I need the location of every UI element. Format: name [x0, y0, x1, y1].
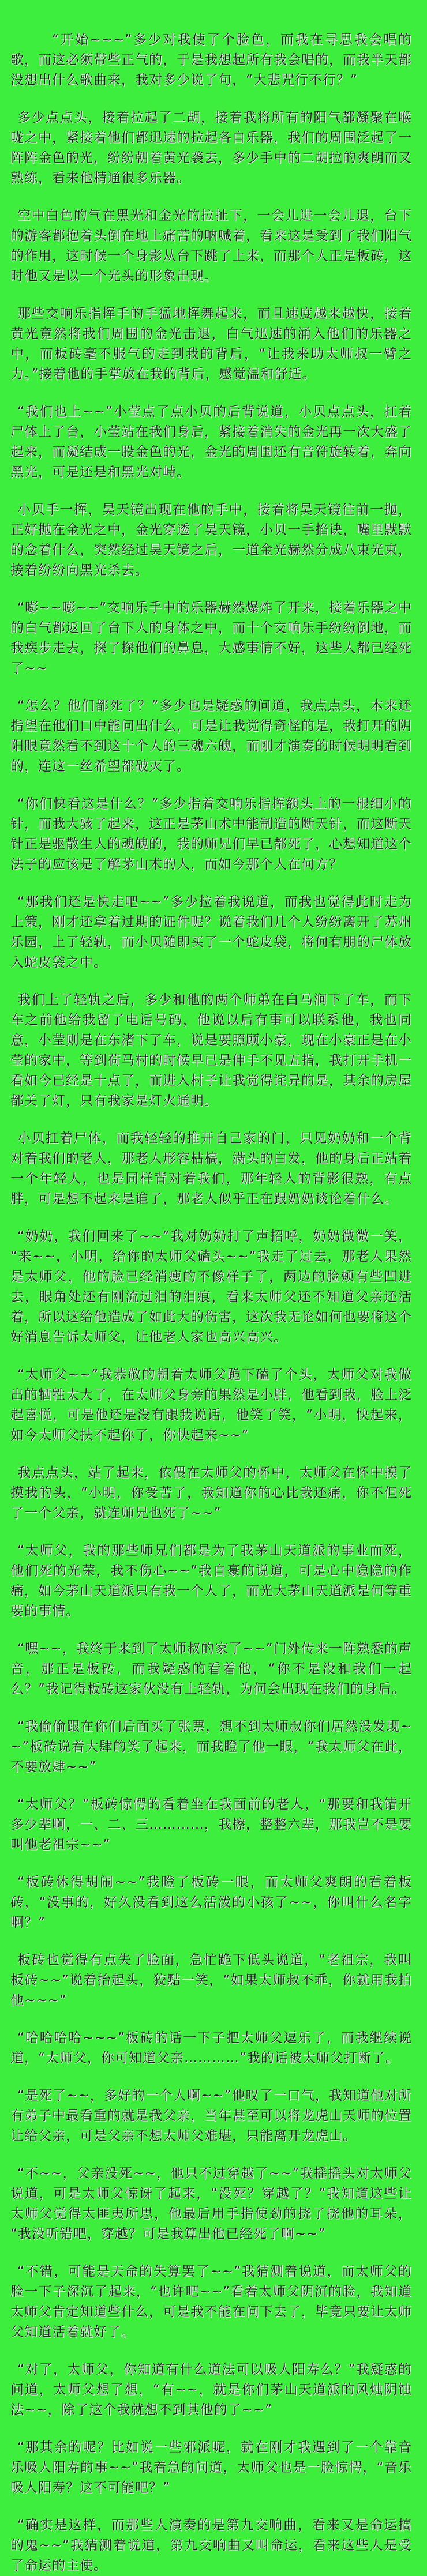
paragraph: “我们也上~~”小莹点了点小贝的后背说道，小贝点点头，扛着尸体上了台，小莹站在我们身后，紧接着消失的金光再一次大盛了起来，而凝结成一股金色的光，金光的周围还有音符旋转着，奔向黑光，可是还是和黑光对峙。 [10, 404, 412, 480]
novel-text [10, 30, 412, 2576]
paragraph: “你们快看这是什么？”多少指着交响乐指挥额头上的一根细小的针，而我大骇了起来，这正是茅山术中能制造的断天针，而这断天针正是驱散生人的魂魄的，我的师兄们早已都死了，心想知道这个法子的应该是了解茅山术的人，而如今那个人在何方？ [10, 796, 412, 872]
paragraph: “嘿~~，我终于来到了太师叔的家了~~”门外传来一阵熟悉的声音，那正是板砖，而我疑惑的看着他，“你不是没和我们一起么？”我记得板砖这家伙没有上轻轨，为何会出现在我们的身后。 [10, 1641, 412, 1697]
paragraph: “我偷偷跟在你们后面买了张票，想不到太师叔你们居然没发现~~”板砖说着大肆的笑了起来，而我瞪了他一眼，“我太师父在此，不要放肆~~” [10, 1719, 412, 1774]
paragraph: 多少点点头，接着拉起了二胡，接着我将所有的阳气都凝聚在喉咙之中，紧接着他们都迅速的拉起各自乐器，我们的周围泛起了一阵阵金色的光，纷纷朝着黄光袭去，多少手中的二胡拉的爽朗而又熟练，看来他精通很多乐器。 [10, 110, 412, 186]
paragraph: “不~~，父亲没死~~，他只不过穿越了~~”我摇摇头对太师父说道，可是太师父惊讶了起来，“没死？穿越了？”我知道这些让太师父觉得太匪夷所思，他最后用手指使劲的挠了挠他的耳朵，“我没听错吧，穿越？可是我算出他已经死了啊~~” [10, 2166, 412, 2242]
paragraph: “确实是这样，而那些人演奏的是第九交响曲，看来又是命运搞的鬼~~”我猜测着说道，第九交响曲又叫命运，看来这些人是受了命运的主使。 [10, 2518, 412, 2573]
paragraph: 小贝扛着尸体，而我轻轻的推开自己家的门，只见奶奶和一个背对着我们的老人，那老人形容枯槁，满头的白发，他的身后正站着一个年轻人，也是同样背对着我们，那年轻人的背影很熟，有点胖，可是想不起来是谁了，那老人似乎正在跟奶奶谈论着什么。 [10, 1131, 412, 1206]
paragraph: “奶奶，我们回来了~~”我对奶奶打了声招呼，奶奶微微一笑，“来~~，小明，给你的太师父磕头~~”我走了过去，那老人果然是太师父，他的脸已经消瘦的不像样子了，两边的脸颊有些凹进去，眼角处还有刚流过泪的泪痕，看来太师父还不知道父亲还活着，所以这给他造成了如此大的伤害，这次我无论如何也要将这个好消息告诉太师父，让他老人家也高兴高兴。 [10, 1229, 412, 1345]
paragraph: 我们上了轻轨之后，多少和他的两个师弟在白马涧下了车，而下车之前他给我留了电话号码，他说以后有事可以联系他，我也同意，小莹则是在东渚下了车，说是要照顾小豪，现在小豪正是在小莹的家中，等到荷马村的时候早已是伸手不见五指，我打开手机一看如今已经是十点了，而进入村子让我觉得诧异的是，其余的房屋都关了灯，只有我家是灯火通明。 [10, 992, 412, 1108]
paragraph: 板砖也觉得有点失了脸面，急忙跪下低头说道，“老祖宗，我叫板砖~~”说着抬起头，狡黠一笑，“如果太师叔不乖，你就用我拍他~~~” [10, 1953, 412, 2008]
paragraph: “是死了~~，多好的一个人啊~~”他叹了一口气，我知道他对所有弟子中最看重的就是我父亲，当年甚至可以将龙虎山天师的位置让给父亲，可是父亲不想太师父难堪，只能离开龙虎山。 [10, 2088, 412, 2143]
paragraph: “太师父~~”我恭敬的朝着太师父跪下磕了个头，太师父对我做出的牺牲太大了，在太师父身旁的果然是小胖，他看到我，脸上泛起喜悦，可是他还是没有跟我说话，他笑了笑，“小明，快起来，如今太师父扶不起你了，你快起来~~” [10, 1367, 412, 1443]
paragraph: “哈哈哈哈~~~”板砖的话一下子把太师父逗乐了，而我继续说道，“太师父，你可知道父亲…………”我的话被太师父打断了。 [10, 2030, 412, 2066]
paragraph: “那其余的呢？比如说一些邪派呢，就在刚才我遇到了一个靠音乐吸人阳寿的事~~”我着急的问道，太师父也是一脸惊愕，“音乐吸人阳寿？这不可能吧？” [10, 2440, 412, 2495]
paragraph: “嘭~~嘭~~”交响乐手中的乐器赫然爆炸了开来，接着乐器之中的白气都返回了台下人的身体之中，而十个交响乐手纷纷倒地，而我疾步走去，探了探他们的鼻息，大感事情不好，这些人都已经死了~~ [10, 600, 412, 676]
paragraph: “怎么？他们都死了？”多少也是疑惑的问道，我点点头，本来还指望在他们口中能问出什么，可是让我觉得奇怪的是，我打开的阴阳眼竟然看不到这十个人的三魂六魄，而刚才演奏的时候明明看到的，连这一丝希望都破灭了。 [10, 698, 412, 774]
paragraph: “对了，太师父，你知道有什么道法可以吸人阳寿么？”我疑惑的问道，太师父想了想，“有~~，就是你们茅山天道派的风烛阴蚀法~~，除了这个我就想不到其他的了~~” [10, 2362, 412, 2417]
paragraph: “板砖休得胡闹~~”我瞪了板砖一眼，而太师父爽朗的看着板砖，“没事的，好久没看到这么活泼的小孩了~~，你叫什么名字啊？” [10, 1875, 412, 1930]
paragraph: “那我们还是快走吧~~”多少拉着我说道，而我也觉得此时走为上策，刚才还拿着过期的证件呢？说着我们几个人纷纷离开了苏州乐园，上了轻轨，而小贝随即买了一个蛇皮袋，将何有朋的尸体放入蛇皮袋之中。 [10, 894, 412, 970]
paragraph: 那些交响乐指挥手的手猛地挥舞起来，而且速度越来越快，接着黄光竟然将我们周围的金光击退，白气迅速的涌入他们的乐器之中，而板砖毫不服气的走到我的背后，“让我来助太师叔一臂之力。”接着他的手掌放在我的背后，感觉温和舒适。 [10, 306, 412, 382]
paragraph: “开始~~~”多少对我使了个脸色，而我在寻思我会唱的歌，而这必须带些正气的，于是我想起所有我会唱的，而我半天都没想出什么歌曲来，我对多少说了句，“大悲咒行不行？” [10, 32, 412, 88]
paragraph: “不错，可能是天命的失算罢了~~”我猜测着说道，而太师父的脸一下子深沉了起来，“也许吧~~”看着太师父阴沉的脸，我知道太师父肯定知道些什么，可是我不能在问下去了，毕竟只要让太师父知道活着就好了。 [10, 2264, 412, 2340]
paragraph: 小贝手一挥，昊天镜出现在他的手中，接着将昊天镜往前一抛，正好抛在金光之中，金光穿透了昊天镜，小贝一手掐诀，嘴里默默的念着什么，突然经过昊天镜之后，一道金光赫然分成八束光束，接着纷纷向黑光杀去。 [10, 502, 412, 578]
paragraph: 我点点头，站了起来，依偎在太师父的怀中，太师父在怀中摸了摸我的头，“小明，你受苦了，我知道你的心比我还痛，你不但死了一个父亲，就连师兄也死了~~” [10, 1465, 412, 1521]
paragraph: “太师父，我的那些师兄们都是为了我茅山天道派的事业而死，他们死的光荣，我不伤心~~”我自豪的说道，可是心中隐隐的作痛，如今茅山天道派只有我一个人了，而光大茅山天道派是何等重要的事情。 [10, 1543, 412, 1619]
paragraph: “太师父？”板砖惊愕的看着坐在我面前的老人，“那要和我错开多少辈啊，一、二、三…………，我擦，整整六辈，那我岂不是要叫他老祖宗~~” [10, 1797, 412, 1852]
paragraph: 空中白色的气在黑光和金光的拉扯下，一会儿进一会儿退，台下的游客都抱着头倒在地上痛苦的呐喊着，看来这是受到了我们阳气的作用，这时候一个身影从台下跳了上来，而那个人正是板砖，这时他又是以一个光头的形象出现。 [10, 208, 412, 284]
